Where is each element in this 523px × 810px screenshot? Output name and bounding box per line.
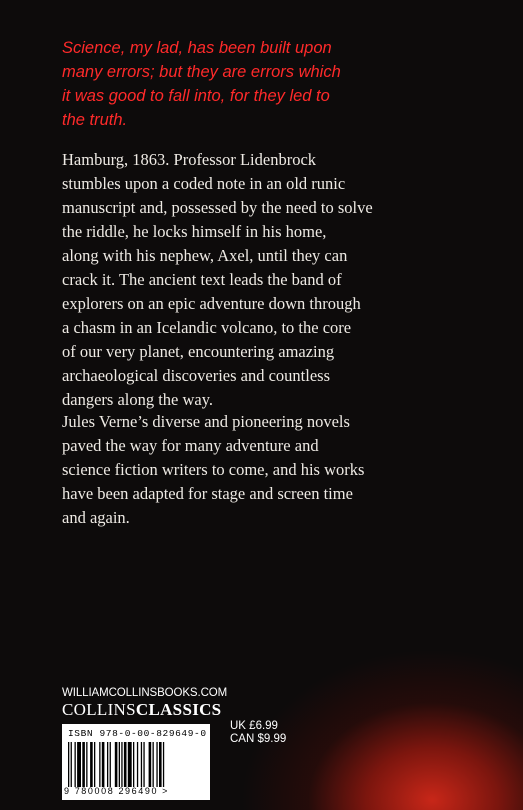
publisher-imprint-logo — [62, 700, 221, 720]
blurb-line: and again. — [62, 508, 130, 527]
blurb-line: have been adapted for stage and screen time — [62, 484, 353, 503]
quote-line: the truth. — [62, 111, 128, 129]
barcode-bar — [137, 742, 138, 787]
blurb-line: archaeological discoveries and countless — [62, 366, 331, 385]
barcode-bar — [86, 742, 87, 787]
barcode-bar — [82, 742, 85, 787]
imprint-collins: COLLINS — [62, 700, 136, 719]
blurb-line: crack it. The ancient text leads the band of — [62, 270, 342, 289]
quote-line: it was good to fall into, for they led to — [62, 87, 330, 105]
blurb-line: stumbles upon a coded note in an old runic — [62, 174, 346, 193]
isbn-label: ISBN 978-0-00-829649-0 — [68, 728, 207, 739]
barcode-bar — [99, 742, 100, 787]
blurb-line: explorers on an epic adventure down through — [62, 294, 361, 313]
barcode-bar — [115, 742, 118, 787]
barcode-bar — [68, 742, 69, 787]
blurb-line: Jules Verne’s diverse and pioneering novels — [62, 412, 350, 431]
quote-line: many errors; but they are errors which — [62, 63, 341, 81]
barcode-bar — [119, 742, 120, 787]
price-can: CAN $9.99 — [230, 733, 287, 745]
quote-line: Science, my lad, has been built upon — [62, 39, 332, 57]
barcode-bar — [133, 742, 134, 787]
barcode-bars-icon — [68, 742, 204, 787]
epigraph-quote — [62, 36, 362, 132]
price-uk: UK £6.99 — [230, 720, 278, 732]
barcode-digits: 9 780008 296490 > — [64, 786, 170, 796]
barcode-bar — [124, 742, 127, 787]
blurb-line: the riddle, he locks himself in his home, — [62, 222, 327, 241]
barcode-bar — [143, 742, 144, 787]
blurb-paragraph-2 — [62, 410, 432, 530]
barcode-bar — [163, 742, 164, 787]
barcode-bar — [77, 742, 81, 787]
barcode-bar — [141, 742, 142, 787]
barcode-bar — [90, 742, 93, 787]
barcode-bar — [75, 742, 76, 787]
barcode-bar — [153, 742, 154, 787]
blurb-paragraph-1 — [62, 148, 432, 412]
barcode-bar — [128, 742, 132, 787]
barcode-bar — [71, 742, 72, 787]
blurb-line: of our very planet, encountering amazing — [62, 342, 335, 361]
blurb-line: Hamburg, 1863. Professor Lidenbrock — [62, 150, 317, 169]
imprint-classics: CLASSICS — [135, 700, 222, 719]
blurb-line: manuscript and, possessed by the need to solve — [62, 198, 373, 217]
barcode-bar — [94, 742, 95, 787]
barcode-bar — [121, 742, 122, 787]
barcode-bar — [102, 742, 105, 787]
barcode-bar — [149, 742, 152, 787]
barcode-bar — [159, 742, 162, 787]
publisher-url[interactable]: WILLIAMCOLLINSBOOKS.COM — [62, 687, 228, 699]
blurb-line: paved the way for many adventure and — [62, 436, 319, 455]
barcode-bar — [110, 742, 111, 787]
barcode-bar — [107, 742, 108, 787]
blurb-line: science fiction writers to come, and his works — [62, 460, 365, 479]
blurb-line: a chasm in an Icelandic volcano, to the core — [62, 318, 352, 337]
barcode-bar — [156, 742, 157, 787]
blurb-line: along with his nephew, Axel, until they can — [62, 246, 348, 265]
barcode — [62, 724, 210, 800]
blurb-line: dangers along the way. — [62, 390, 214, 409]
